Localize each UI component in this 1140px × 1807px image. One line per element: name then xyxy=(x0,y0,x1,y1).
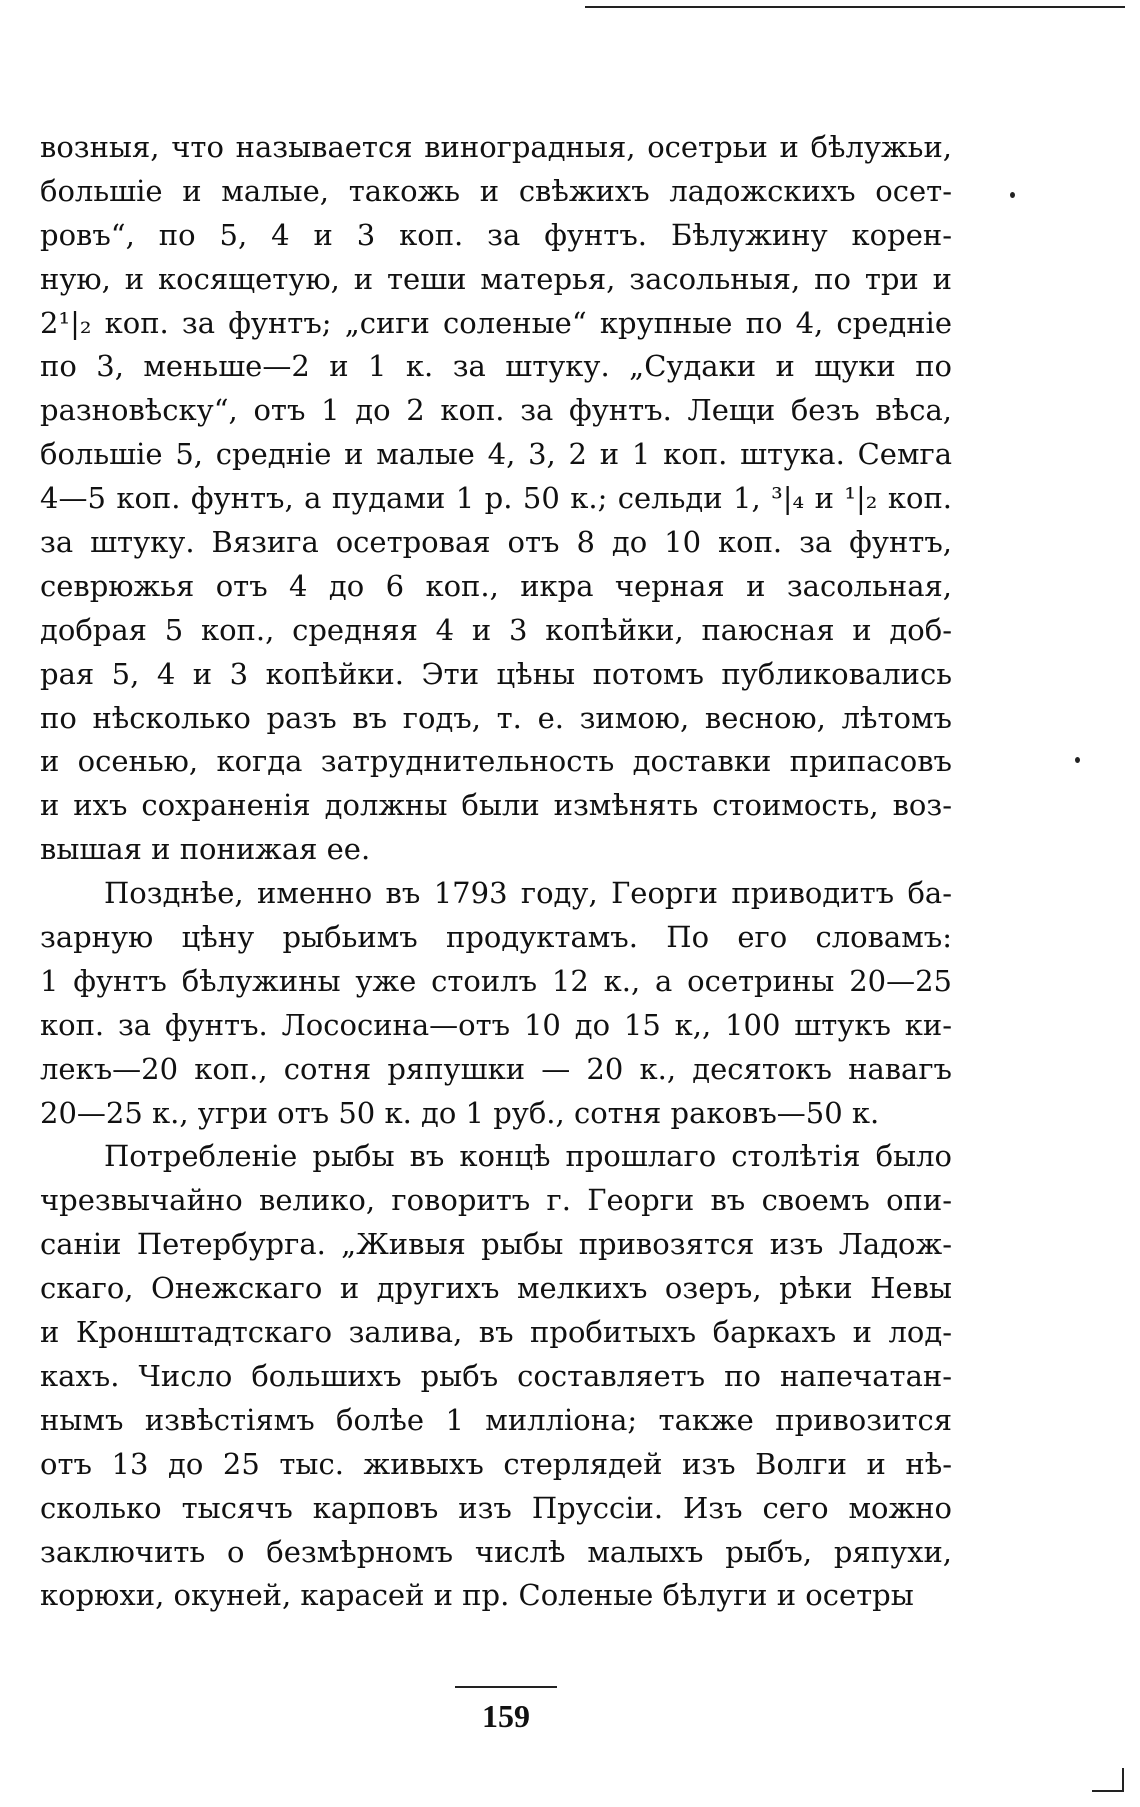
page-number: 159 xyxy=(482,1698,530,1734)
text-line: 1 фунтъ бѣлужины уже стоилъ 12 к., а осетрины 20—25 xyxy=(40,963,952,998)
text-line: большіе 5, средніе и малые 4, 3, 2 и 1 коп. штука. Семга xyxy=(40,437,952,472)
text-line: и Кронштадтскаго залива, въ пробитыхъ баркахъ и лод- xyxy=(40,1315,952,1350)
text-line: 4—5 коп. фунтъ, а пудами 1 р. 50 к.; сельди 1, ³|₄ и ¹|₂ коп. xyxy=(40,481,952,516)
page-body-text xyxy=(40,126,952,1618)
text-line: и осенью, когда затруднительность доставки припасовъ xyxy=(40,744,952,779)
text-line: нымъ извѣстіямъ болѣе 1 милліона; также привозится xyxy=(40,1402,952,1437)
top-edge-rule xyxy=(585,6,1125,8)
text-line: по 3, меньше—2 и 1 к. за штуку. „Судаки и щуки по xyxy=(40,349,952,384)
text-line: по нѣсколько разъ въ годъ, т. е. зимою, весною, лѣтомъ xyxy=(40,700,952,735)
margin-speck xyxy=(1075,757,1080,763)
paragraph xyxy=(40,1135,952,1618)
text-line: возныя, что называется виноградныя, осетрьи и бѣлужьи, xyxy=(40,130,952,164)
text-line: добрая 5 коп., средняя 4 и 3 копѣйки, паюсная и доб- xyxy=(40,612,952,647)
text-line: большіе и малые, такожь и свѣжихъ ладожскихъ осет- xyxy=(40,173,952,208)
text-line: саніи Петербурга. „Живыя рыбы привозятся изъ Ладож- xyxy=(40,1227,952,1262)
text-line: разновѣску“, отъ 1 до 2 коп. за фунтъ. Лещи безъ вѣса, xyxy=(40,393,952,428)
text-line: отъ 13 до 25 тыс. живыхъ стерлядей изъ Волги и нѣ- xyxy=(40,1446,952,1481)
text-line: 2¹|₂ коп. за фунтъ; „сиги соленые“ крупные по 4, средніе xyxy=(40,305,952,340)
text-line: коп. за фунтъ. Лососина—отъ 10 до 15 к,, 100 штукъ ки- xyxy=(40,1007,952,1042)
text-line: заключить о безмѣрномъ числѣ малыхъ рыбъ, ряпухи, xyxy=(40,1534,952,1569)
text-line: лекъ—20 коп., сотня ряпушки — 20 к., десятокъ навагъ xyxy=(40,1051,952,1086)
paragraph xyxy=(40,126,952,872)
text-line: ную, и косящетую, и теши матерья, засольныя, по три и xyxy=(40,261,952,296)
corner-crop-mark xyxy=(1092,1768,1124,1792)
paragraph xyxy=(40,872,952,1135)
text-line: ровъ“, по 5, 4 и 3 коп. за фунтъ. Бѣлужину корен- xyxy=(40,217,952,252)
page-number-rule xyxy=(455,1686,557,1688)
margin-speck xyxy=(1010,192,1015,198)
text-line: Потребленіе рыбы въ концѣ прошлаго столѣтія было xyxy=(104,1139,952,1174)
text-line: корюхи, окуней, карасей и пр. Соленые бѣлуги и осетры xyxy=(40,1578,914,1613)
text-line: севрюжья отъ 4 до 6 коп., икра черная и засольная, xyxy=(40,568,952,603)
text-line: за штуку. Вязига осетровая отъ 8 до 10 коп. за фунтъ, xyxy=(40,525,952,560)
text-line: рая 5, 4 и 3 копѣйки. Эти цѣны потомъ публиковались xyxy=(40,656,952,691)
text-line: скаго, Онежскаго и другихъ мелкихъ озеръ, рѣки Невы xyxy=(40,1271,952,1306)
text-line: 20—25 к., угри отъ 50 к. до 1 руб., сотня раковъ—50 к. xyxy=(40,1095,880,1130)
text-line: сколько тысячъ карповъ изъ Пруссіи. Изъ сего можно xyxy=(40,1490,952,1525)
text-line: вышая и понижая ее. xyxy=(40,832,371,867)
text-line: Позднѣе, именно въ 1793 году, Георги приводитъ ба- xyxy=(104,876,952,911)
text-line: чрезвычайно велико, говоритъ г. Георги въ своемъ опи- xyxy=(40,1183,952,1218)
text-line: кахъ. Число большихъ рыбъ составляетъ по напечатан- xyxy=(40,1358,952,1393)
text-line: и ихъ сохраненія должны были измѣнять стоимость, воз- xyxy=(40,788,952,823)
text-line: зарную цѣну рыбьимъ продуктамъ. По его словамъ: xyxy=(40,920,952,955)
